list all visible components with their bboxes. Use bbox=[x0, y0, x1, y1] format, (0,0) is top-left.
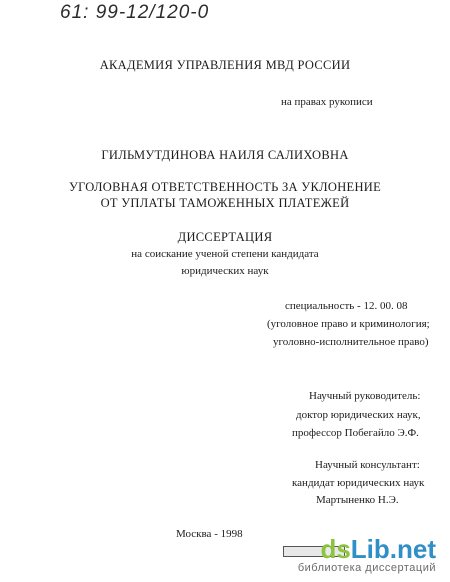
city-year: Москва - 1998 bbox=[176, 528, 243, 540]
author-name: ГИЛЬМУТДИНОВА НАИЛЯ САЛИХОВНА bbox=[101, 148, 349, 162]
dslib-logo[interactable] bbox=[298, 536, 436, 574]
document-type: ДИССЕРТАЦИЯ bbox=[177, 230, 273, 244]
logo-prefix: ds bbox=[320, 534, 351, 564]
academy-name: АКАДЕМИЯ УПРАВЛЕНИЯ МВД РОССИИ bbox=[99, 58, 351, 72]
degree-line-2: юридических наук bbox=[181, 265, 269, 277]
specialty-line-2: (уголовное право и криминология; bbox=[267, 318, 430, 330]
specialty-code: специальность - 12. 00. 08 bbox=[285, 300, 408, 312]
logo-main-text: Lib.net bbox=[350, 534, 436, 564]
consultant-name: Мартыненко Н.Э. bbox=[316, 494, 399, 506]
degree-line-1: на соискание ученой степени кандидата bbox=[131, 248, 319, 260]
logo-text bbox=[298, 536, 436, 562]
supervisor-heading: Научный руководитель: bbox=[309, 390, 421, 402]
supervisor-name: профессор Побегайло Э.Ф. bbox=[292, 427, 419, 439]
specialty-line-3: уголовно-исполнительное право) bbox=[273, 336, 429, 348]
supervisor-degree: доктор юридических наук, bbox=[296, 409, 421, 421]
consultant-degree: кандидат юридических наук bbox=[292, 477, 425, 489]
thesis-title-line-1: УГОЛОВНАЯ ОТВЕТСТВЕННОСТЬ ЗА УКЛОНЕНИЕ bbox=[68, 180, 382, 194]
rights-note: на правах рукописи bbox=[281, 96, 373, 108]
consultant-heading: Научный консультант: bbox=[315, 459, 420, 471]
logo-subtitle: библиотека диссертаций bbox=[297, 562, 436, 574]
handwritten-catalog-number: 61: 99-12/120-0 bbox=[60, 2, 210, 23]
thesis-title-line-2: ОТ УПЛАТЫ ТАМОЖЕННЫХ ПЛАТЕЖЕЙ bbox=[100, 196, 350, 210]
